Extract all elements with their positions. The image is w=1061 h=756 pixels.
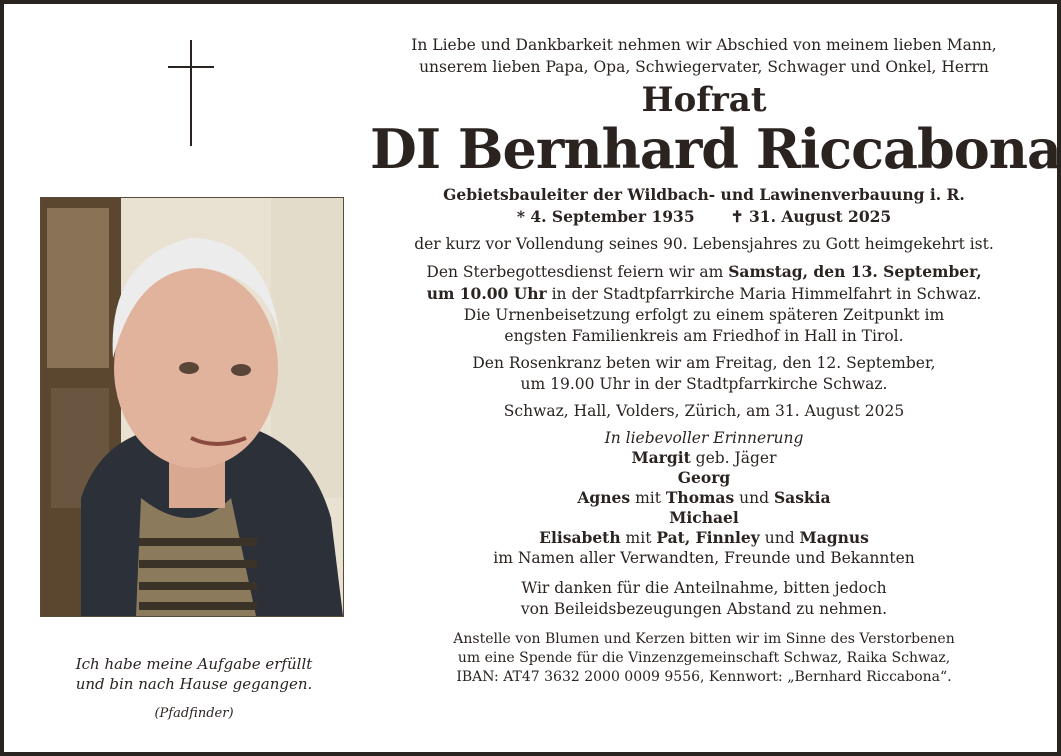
- service-line-2: um 10.00 Uhr in der Stadtpfarrkirche Maria Himmelfahrt in Schwaz.: [426, 284, 982, 303]
- relatives-line: im Namen aller Verwandten, Freunde und Bekannten: [493, 549, 915, 567]
- urn-line-2: engsten Familienkreis am Friedhof in Hall in Tirol.: [504, 327, 904, 345]
- donation-line-3: IBAN: AT47 3632 2000 0009 9556, Kennwort: „Bernhard Riccabona“.: [456, 669, 952, 685]
- family-row-3: Agnes mit Thomas und Saskia: [577, 488, 831, 507]
- family-heading: In liebevoller Erinnerung: [604, 429, 804, 447]
- quote-line-2: und bin nach Hause gegangen.: [75, 675, 313, 693]
- deceased-name: DI Bernhard Riccabona: [370, 117, 1061, 181]
- quote-line-1: Ich habe meine Aufgabe erfüllt: [75, 655, 313, 673]
- urn-line-1: Die Urnenbeisetzung erfolgt zu einem späteren Zeitpunkt im: [463, 306, 945, 324]
- family-row-4: Michael: [669, 508, 739, 527]
- quote-source: (Pfadfinder): [154, 706, 234, 721]
- portrait-photo: [40, 197, 344, 617]
- place-date: Schwaz, Hall, Volders, Zürich, am 31. August 2025: [503, 402, 905, 420]
- profession: Gebietsbauleiter der Wildbach- und Lawinenverbauung i. R.: [443, 185, 965, 204]
- family-row-2: Georg: [677, 468, 731, 487]
- birth-date: * 4. September 1935: [516, 207, 695, 226]
- thanks-line-2: von Beileidsbezeugungen Abstand zu nehmen.: [520, 600, 888, 618]
- cross-icon: [168, 40, 216, 148]
- intro-line-2: unserem lieben Papa, Opa, Schwiegervater, Schwager und Onkel, Herrn: [419, 58, 989, 76]
- quote-block: [24, 654, 364, 724]
- death-date: ✝ 31. August 2025: [730, 207, 892, 226]
- rosary-line-2: um 19.00 Uhr in der Stadtpfarrkirche Schwaz.: [520, 375, 888, 393]
- life-dates: [370, 206, 1038, 228]
- intro-line-1: In Liebe und Dankbarkeit nehmen wir Abschied von meinem lieben Mann,: [411, 36, 997, 54]
- donation-line-1: Anstelle von Blumen und Kerzen bitten wir im Sinne des Verstorbenen: [453, 631, 955, 647]
- obituary-text: [370, 34, 1061, 687]
- donation-line-2: um eine Spende für die Vinzenzgemeinschaft Schwaz, Raika Schwaz,: [457, 650, 951, 666]
- age-line: der kurz vor Vollendung seines 90. Lebensjahres zu Gott heimgekehrt ist.: [414, 235, 994, 253]
- family-row-5: Elisabeth mit Pat, Finnley und Magnus: [539, 528, 869, 547]
- honorific-title: Hofrat: [641, 80, 767, 120]
- rosary-line-1: Den Rosenkranz beten wir am Freitag, den 12. September,: [472, 354, 936, 372]
- family-row-1: Margit geb. Jäger: [631, 448, 777, 467]
- service-line-1: Den Sterbegottesdienst feiern wir am Samstag, den 13. September,: [426, 262, 982, 281]
- thanks-line-1: Wir danken für die Anteilnahme, bitten jedoch: [521, 579, 887, 597]
